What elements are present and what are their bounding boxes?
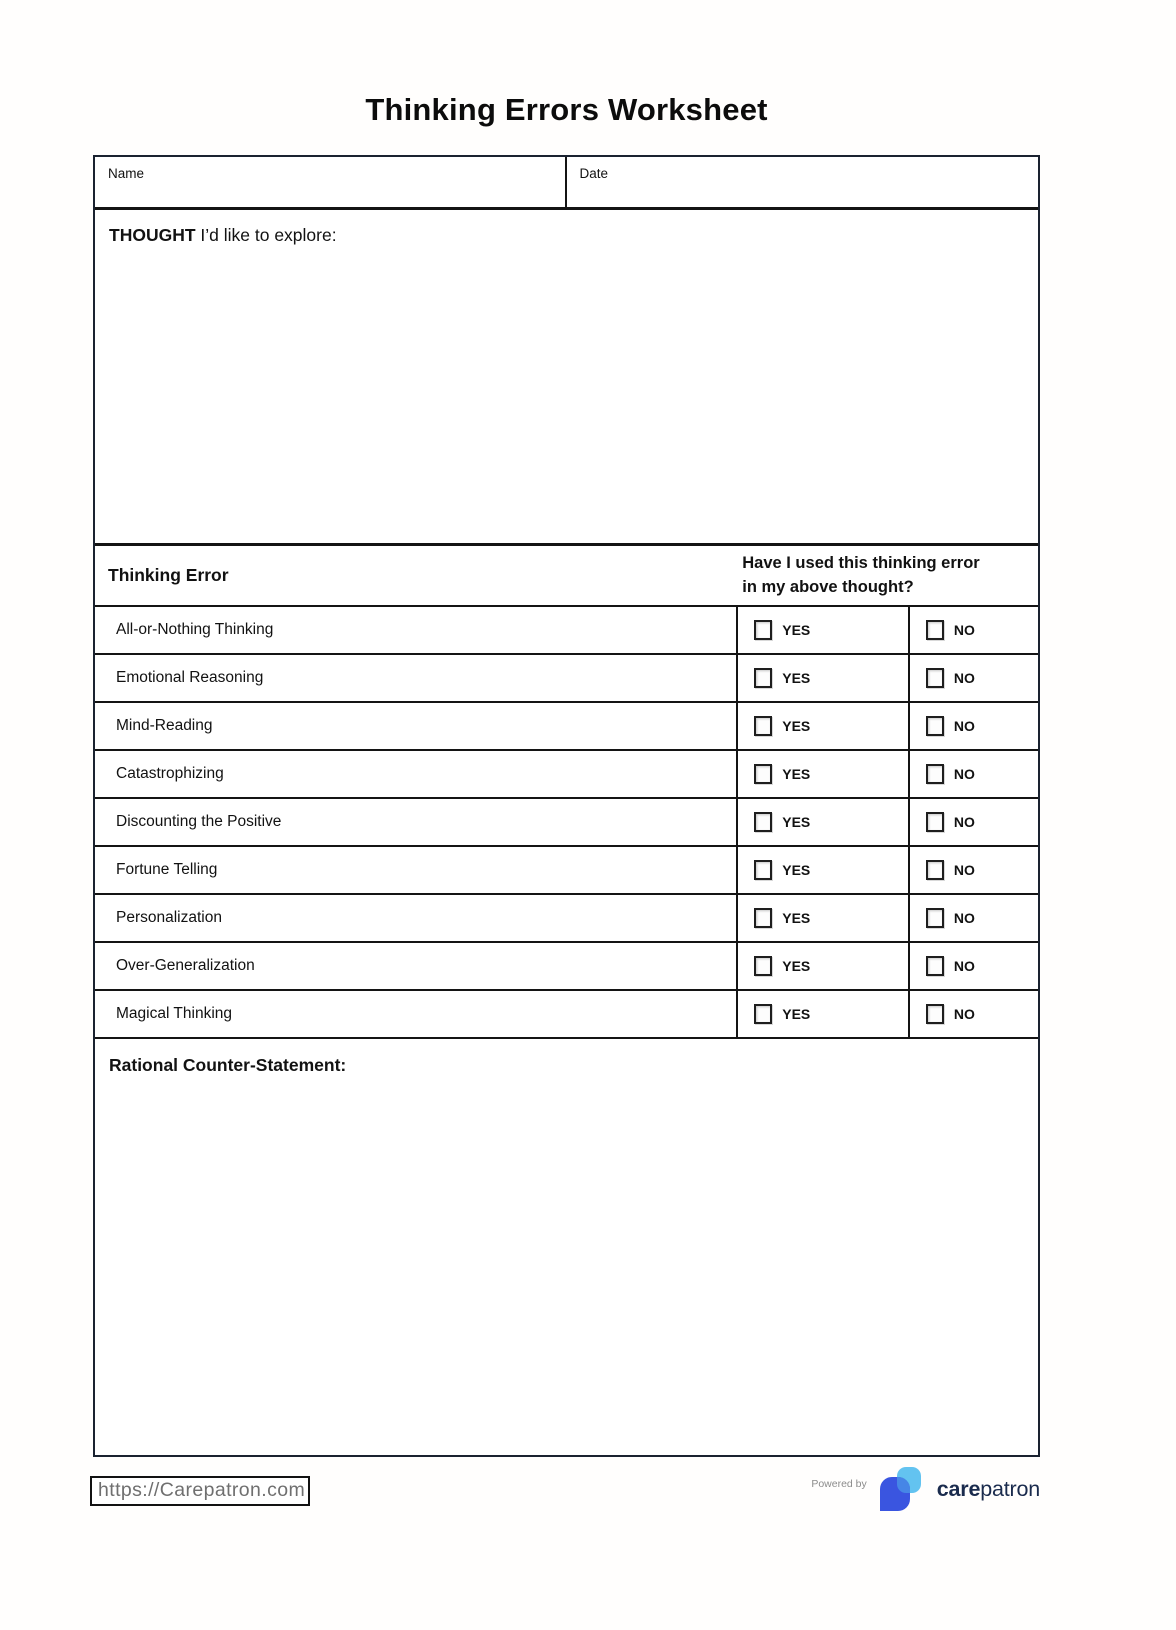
yes-checkbox[interactable] bbox=[754, 812, 772, 832]
thinking-error-label: Emotional Reasoning bbox=[116, 669, 264, 686]
yes-checkbox[interactable] bbox=[754, 620, 772, 640]
no-label: NO bbox=[953, 1006, 975, 1022]
yes-checkbox[interactable] bbox=[754, 956, 772, 976]
yes-cell bbox=[736, 847, 908, 893]
question-line-1: Have I used this thinking error bbox=[742, 553, 980, 572]
no-label: NO bbox=[953, 814, 975, 830]
no-checkbox[interactable] bbox=[926, 668, 944, 688]
no-cell bbox=[908, 991, 1038, 1037]
carepatron-branding bbox=[811, 1466, 1040, 1512]
yes-checkbox[interactable] bbox=[754, 764, 772, 784]
no-label: NO bbox=[953, 910, 975, 926]
rational-counter-statement-area[interactable] bbox=[95, 1039, 1038, 1455]
date-field[interactable] bbox=[567, 157, 1039, 207]
no-cell bbox=[908, 607, 1038, 653]
name-label: Name bbox=[108, 166, 145, 181]
no-checkbox[interactable] bbox=[926, 1004, 944, 1024]
thinking-error-label: Fortune Telling bbox=[116, 861, 218, 878]
yes-label: YES bbox=[782, 910, 811, 926]
yes-label: YES bbox=[782, 1006, 811, 1022]
column-header-thinking-error: Thinking Error bbox=[108, 565, 229, 585]
name-date-row bbox=[95, 157, 1038, 210]
yes-checkbox[interactable] bbox=[754, 908, 772, 928]
yes-cell bbox=[736, 991, 908, 1037]
yes-checkbox[interactable] bbox=[754, 860, 772, 880]
no-checkbox[interactable] bbox=[926, 764, 944, 784]
table-row bbox=[95, 991, 1038, 1039]
worksheet-body bbox=[93, 155, 1040, 1457]
thought-label-bold: THOUGHT bbox=[109, 225, 196, 245]
rational-heading: Rational Counter-Statement: bbox=[109, 1055, 347, 1075]
date-label: Date bbox=[579, 166, 609, 181]
page-title: Thinking Errors Worksheet bbox=[365, 92, 768, 127]
yes-cell bbox=[736, 799, 908, 845]
speech-bubble-icon bbox=[879, 1466, 925, 1512]
table-row bbox=[95, 607, 1038, 655]
thinking-error-label: Catastrophizing bbox=[116, 765, 224, 782]
thought-label-rest: I’d like to explore: bbox=[195, 225, 337, 245]
thinking-error-label: Personalization bbox=[116, 909, 222, 926]
yes-label: YES bbox=[782, 862, 811, 878]
thinking-error-label: Mind-Reading bbox=[116, 717, 213, 734]
no-label: NO bbox=[953, 622, 975, 638]
yes-checkbox[interactable] bbox=[754, 716, 772, 736]
no-label: NO bbox=[953, 958, 975, 974]
thinking-error-label: Over-Generalization bbox=[116, 957, 255, 974]
no-checkbox[interactable] bbox=[926, 812, 944, 832]
table-row bbox=[95, 751, 1038, 799]
brand-patron: patron bbox=[980, 1476, 1040, 1501]
no-cell bbox=[908, 799, 1038, 845]
yes-checkbox[interactable] bbox=[754, 668, 772, 688]
yes-cell bbox=[736, 655, 908, 701]
no-cell bbox=[908, 703, 1038, 749]
thinking-error-label: Magical Thinking bbox=[116, 1005, 233, 1022]
no-cell bbox=[908, 751, 1038, 797]
yes-label: YES bbox=[782, 814, 811, 830]
table-row bbox=[95, 655, 1038, 703]
yes-label: YES bbox=[782, 766, 811, 782]
no-label: NO bbox=[953, 766, 975, 782]
no-cell bbox=[908, 847, 1038, 893]
no-checkbox[interactable] bbox=[926, 860, 944, 880]
question-line-2: in my above thought? bbox=[742, 577, 914, 596]
table-row bbox=[95, 943, 1038, 991]
no-checkbox[interactable] bbox=[926, 620, 944, 640]
no-label: NO bbox=[953, 862, 975, 878]
name-field[interactable] bbox=[95, 157, 567, 207]
yes-cell bbox=[736, 607, 908, 653]
no-checkbox[interactable] bbox=[926, 956, 944, 976]
yes-cell bbox=[736, 943, 908, 989]
no-cell bbox=[908, 895, 1038, 941]
no-cell bbox=[908, 943, 1038, 989]
yes-label: YES bbox=[782, 670, 811, 686]
column-header-question bbox=[736, 546, 1038, 605]
table-row bbox=[95, 895, 1038, 943]
thought-input-area[interactable] bbox=[95, 210, 1038, 546]
brand-care: care bbox=[936, 1476, 981, 1501]
thinking-error-label: All-or-Nothing Thinking bbox=[116, 621, 274, 638]
yes-label: YES bbox=[782, 718, 811, 734]
yes-checkbox[interactable] bbox=[754, 1004, 772, 1024]
no-cell bbox=[908, 655, 1038, 701]
thinking-error-table-header bbox=[95, 546, 1038, 607]
table-row bbox=[95, 799, 1038, 847]
no-checkbox[interactable] bbox=[926, 716, 944, 736]
no-label: NO bbox=[953, 718, 975, 734]
powered-by-label: Powered by bbox=[811, 1478, 867, 1490]
yes-cell bbox=[736, 895, 908, 941]
yes-cell bbox=[736, 751, 908, 797]
carepatron-logo-text bbox=[937, 1477, 1040, 1502]
table-row bbox=[95, 847, 1038, 895]
website-link[interactable]: https://Carepatron.com bbox=[90, 1476, 310, 1506]
no-label: NO bbox=[953, 670, 975, 686]
yes-cell bbox=[736, 703, 908, 749]
yes-label: YES bbox=[782, 622, 811, 638]
table-row bbox=[95, 703, 1038, 751]
thinking-error-label: Discounting the Positive bbox=[116, 813, 282, 830]
yes-label: YES bbox=[782, 958, 811, 974]
no-checkbox[interactable] bbox=[926, 908, 944, 928]
